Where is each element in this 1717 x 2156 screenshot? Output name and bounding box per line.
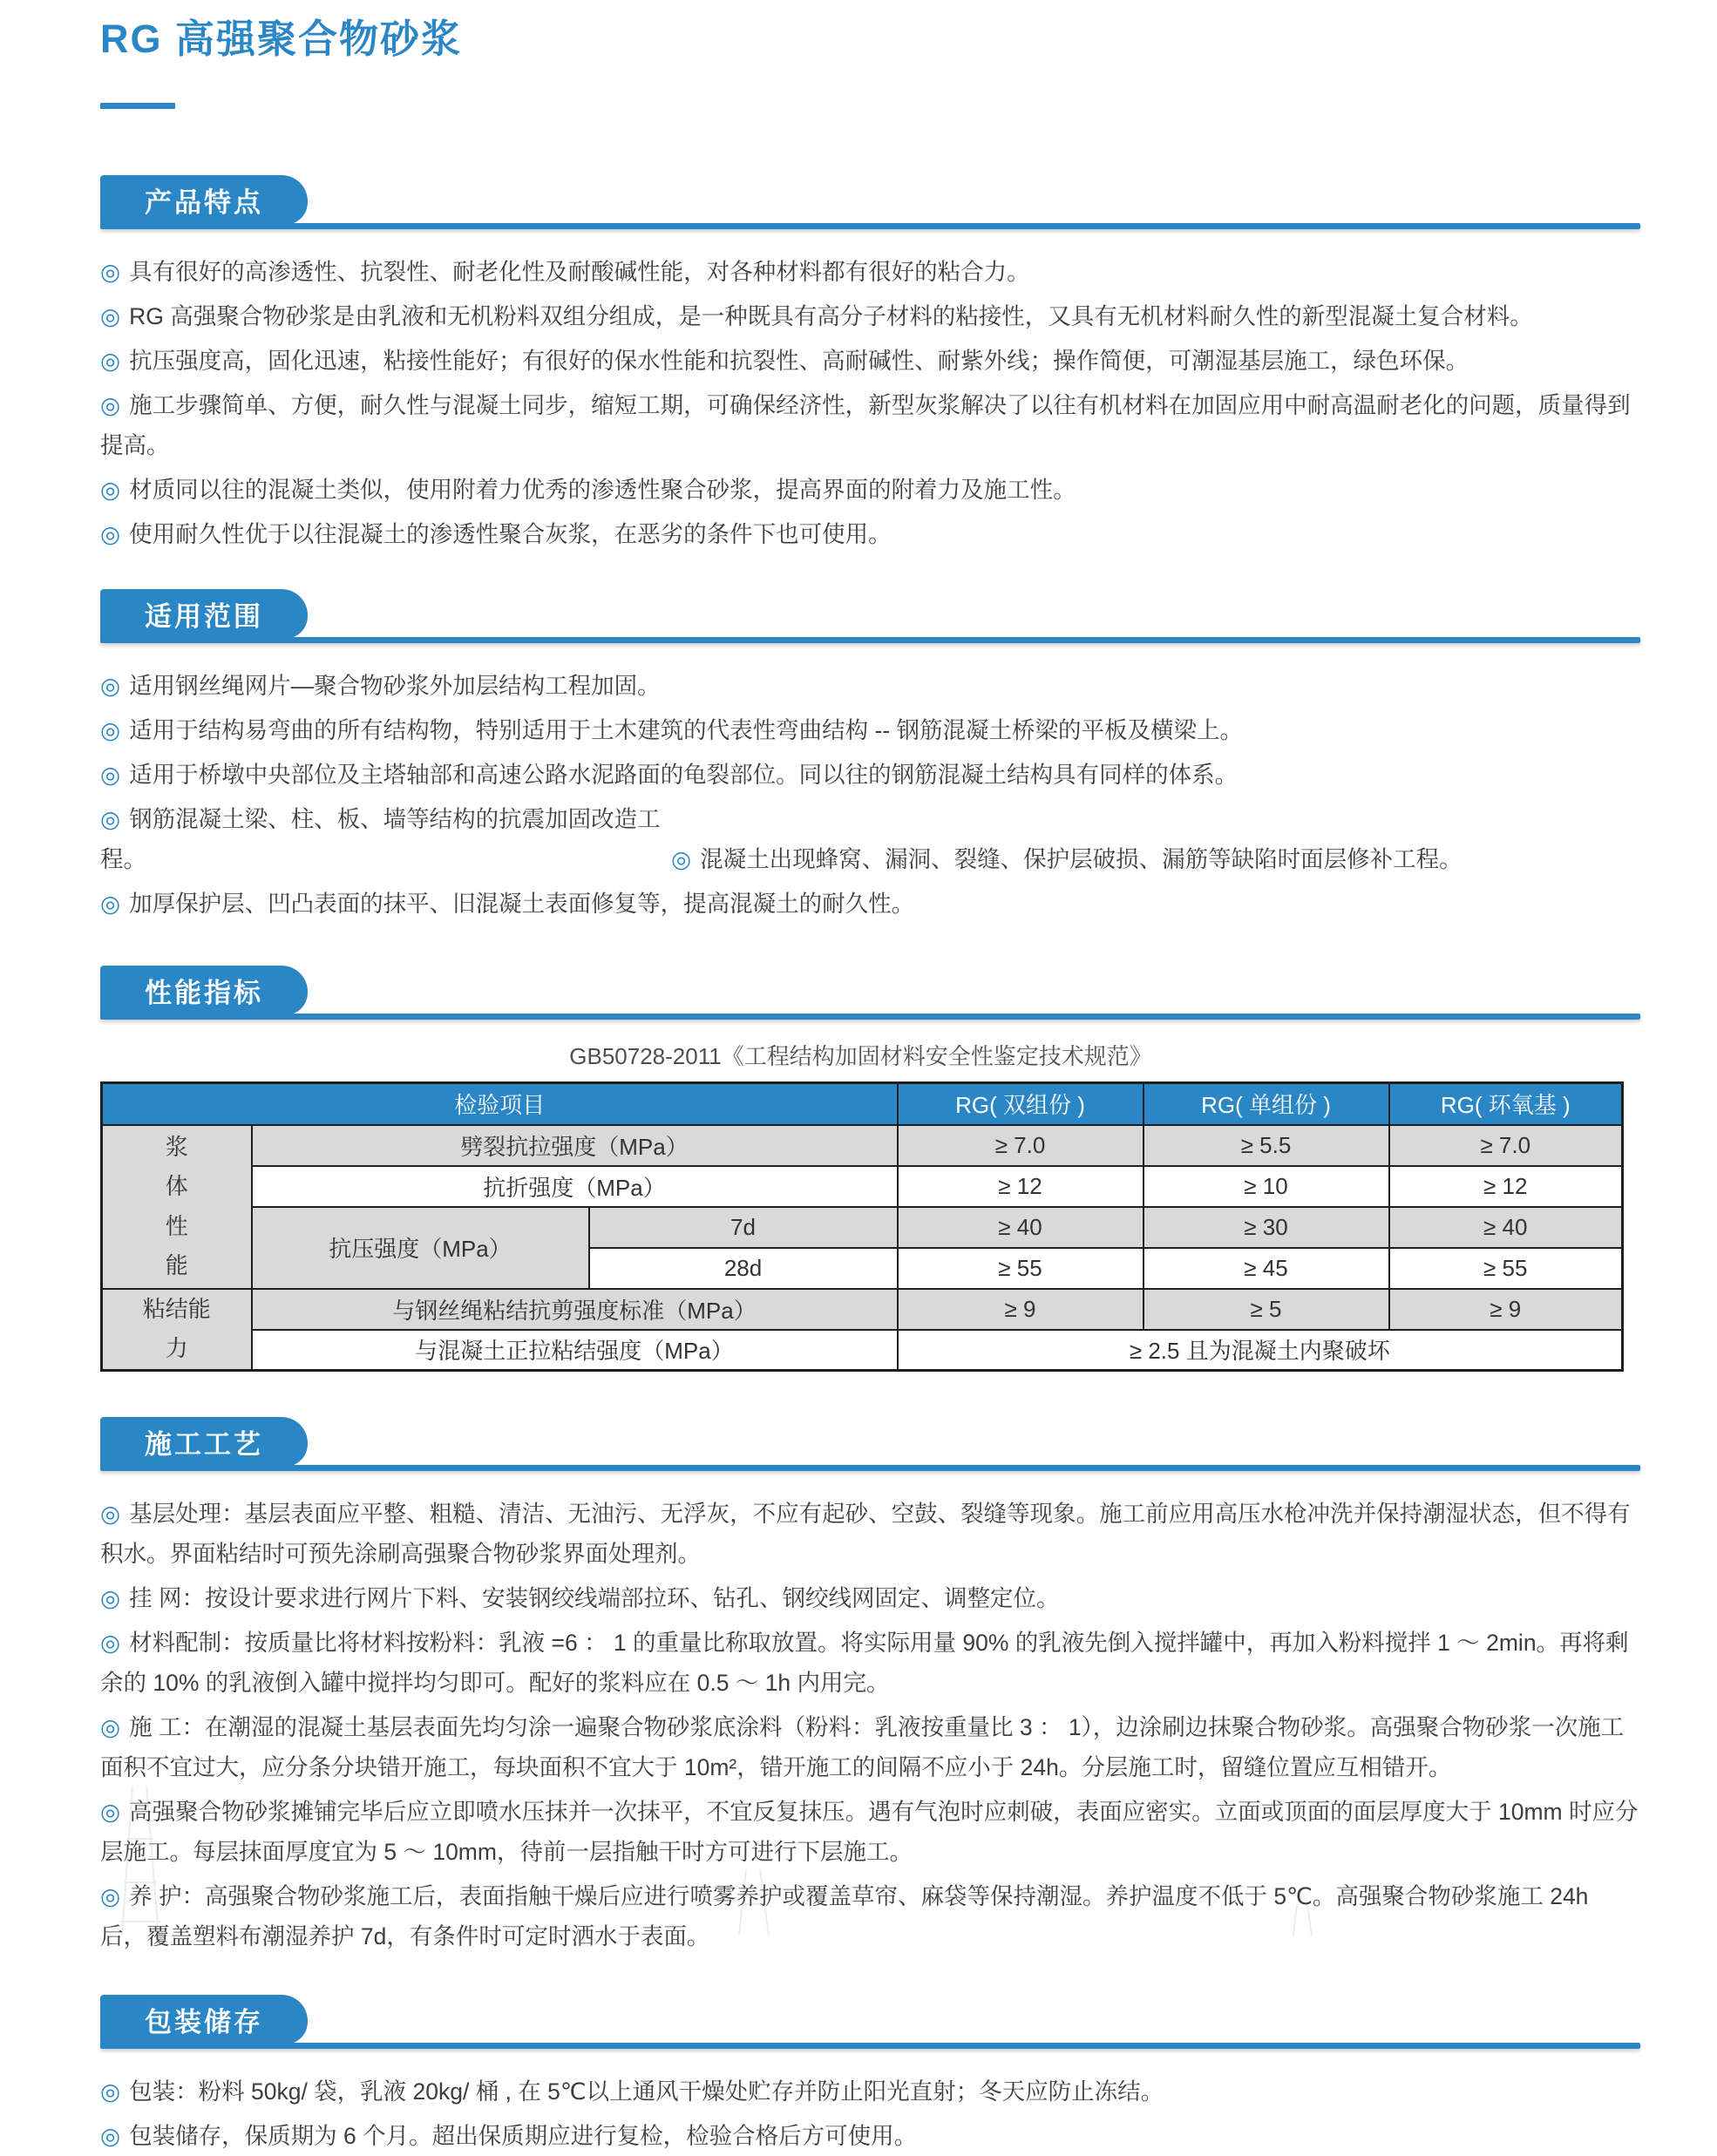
cell-value: ≥ 5.5 bbox=[1144, 1125, 1389, 1166]
table-row bbox=[102, 1125, 1623, 1166]
col-header-rg-epoxy: RG( 环氧基 ) bbox=[1389, 1083, 1623, 1125]
group-cell-slurry bbox=[102, 1125, 252, 1289]
sub-label: 28d bbox=[589, 1248, 898, 1289]
bullet-text: 具有很好的高渗透性、抗裂性、耐老化性及耐酸碱性能，对各种材料都有很好的粘合力。 bbox=[129, 259, 1030, 285]
bullet-icon: ◎ bbox=[100, 1501, 121, 1527]
bullet-icon: ◎ bbox=[671, 846, 692, 872]
cell-value: ≥ 5 bbox=[1144, 1289, 1389, 1330]
cell-value: ≥ 12 bbox=[1389, 1166, 1623, 1207]
bullet-icon: ◎ bbox=[100, 1714, 121, 1740]
cell-value: ≥ 9 bbox=[1389, 1289, 1623, 1330]
bullet-item bbox=[100, 470, 1640, 510]
section-rule bbox=[100, 223, 1640, 229]
bullet-text: 施工步骤简单、方便，耐久性与混凝土同步，缩短工期，可确保经济性，新型灰浆解决了以往有机材料在加固应用中耐高温耐老化的问题，质量得到提高。 bbox=[100, 392, 1631, 458]
group-label: 浆体性能 bbox=[165, 1133, 188, 1278]
bullet-item bbox=[100, 755, 1640, 795]
title-underline-bar bbox=[100, 103, 175, 109]
bullet-text: 使用耐久性优于以往混凝土的渗透性聚合灰浆，在恶劣的条件下也可使用。 bbox=[129, 521, 892, 547]
row-label: 与钢丝绳粘结抗剪强度标准（MPa） bbox=[252, 1289, 898, 1330]
bullet-item bbox=[100, 385, 1640, 465]
col-header-rg-dual: RG( 双组份 ) bbox=[898, 1083, 1144, 1125]
page-title: RG 高强聚合物砂浆 bbox=[100, 17, 463, 61]
bullet-item bbox=[100, 1578, 1640, 1618]
bullet-text: 包装：粉料 50kg/ 袋，乳液 20kg/ 桶 , 在 5℃以上通风干燥处贮存并防止阳光直射；冬天应防止冻结。 bbox=[129, 2078, 1164, 2105]
bullet-pair-right bbox=[671, 846, 1463, 872]
bullet-text: 抗压强度高，固化迅速，粘接性能好；有很好的保水性能和抗裂性、高耐碱性、耐紫外线；操作简便，可潮湿基层施工，绿色环保。 bbox=[129, 348, 1469, 374]
bullet-item bbox=[100, 884, 1640, 924]
col-header-rg-single: RG( 单组份 ) bbox=[1144, 1083, 1389, 1125]
packaging-list bbox=[100, 2071, 1640, 2156]
bullet-icon: ◎ bbox=[100, 2123, 121, 2149]
table-row bbox=[102, 1330, 1623, 1371]
bullet-item bbox=[100, 296, 1640, 336]
bullet-text: 混凝土出现蜂窝、漏洞、裂缝、保护层破损、漏筋等缺陷时面层修补工程。 bbox=[700, 846, 1463, 872]
bullet-item bbox=[100, 710, 1640, 750]
table-caption: GB50728-2011《工程结构加固材料安全性鉴定技术规范》 bbox=[569, 1043, 1152, 1069]
section-rule bbox=[100, 2043, 1640, 2049]
row-label: 抗折强度（MPa） bbox=[252, 1166, 898, 1207]
section-badge: 性能指标 bbox=[100, 966, 308, 1015]
bullet-item bbox=[100, 1876, 1640, 1956]
table-row bbox=[102, 1289, 1623, 1330]
bullet-icon: ◎ bbox=[100, 521, 121, 547]
bullet-icon: ◎ bbox=[100, 891, 121, 917]
cell-value: ≥ 40 bbox=[1389, 1207, 1623, 1248]
bullet-item bbox=[100, 252, 1640, 292]
bullet-item bbox=[100, 514, 1640, 554]
bullet-item bbox=[100, 2071, 1640, 2112]
bullet-icon: ◎ bbox=[100, 1883, 121, 1909]
bullet-text: 适用于结构易弯曲的所有结构物，特别适用于土木建筑的代表性弯曲结构 -- 钢筋混凝土桥梁的平板及横梁上。 bbox=[129, 717, 1243, 743]
bullet-text: 挂 网：按设计要求进行网片下料、安装钢绞线端部拉环、钻孔、钢绞线网固定、调整定位。 bbox=[129, 1585, 1060, 1611]
bullet-text: 适用于桥墩中央部位及主塔轴部和高速公路水泥路面的龟裂部位。同以往的钢筋混凝土结构具有同样的体系。 bbox=[129, 762, 1239, 788]
col-header-item: 检验项目 bbox=[102, 1083, 898, 1125]
bullet-icon: ◎ bbox=[100, 348, 121, 374]
bullet-item bbox=[100, 2116, 1640, 2156]
section-header-packaging bbox=[100, 1993, 1640, 2049]
bullet-text: 钢筋混凝土梁、柱、板、墙等结构的抗震加固改造工程。 bbox=[100, 806, 661, 872]
row-label: 劈裂抗拉强度（MPa） bbox=[252, 1125, 898, 1166]
group-cell-bond bbox=[102, 1289, 252, 1371]
bullet-icon: ◎ bbox=[100, 2078, 121, 2105]
cell-value: ≥ 7.0 bbox=[898, 1125, 1144, 1166]
bullet-text: 材料配制：按质量比将材料按粉料：乳液 =6 ： 1 的重量比称取放置。将实际用量 90% 的乳液先倒入搅拌罐中，再加入粉料搅拌 1 ～ 2min。再将剩余的 10% 的乳液倒入罐中搅拌均匀即可。配好的浆料应在 0.5 ～ 1h 内用完。 bbox=[100, 1630, 1629, 1696]
table-header-row bbox=[102, 1083, 1623, 1125]
bullet-icon: ◎ bbox=[100, 259, 121, 285]
bullet-icon: ◎ bbox=[100, 303, 121, 329]
section-badge: 适用范围 bbox=[100, 589, 308, 639]
bullet-item bbox=[100, 1623, 1640, 1703]
cell-value: ≥ 55 bbox=[1389, 1248, 1623, 1289]
cell-value: ≥ 40 bbox=[898, 1207, 1144, 1248]
section-rule bbox=[100, 1014, 1640, 1020]
cell-value: ≥ 55 bbox=[898, 1248, 1144, 1289]
bullet-icon: ◎ bbox=[100, 673, 121, 699]
bullet-icon: ◎ bbox=[100, 1799, 121, 1825]
cell-value-merged: ≥ 2.5 且为混凝土内聚破坏 bbox=[898, 1330, 1623, 1371]
bullet-text: 材质同以往的混凝土类似，使用附着力优秀的渗透性聚合砂浆，提高界面的附着力及施工性。 bbox=[129, 477, 1076, 503]
bullet-text: 养 护：高强聚合物砂浆施工后，表面指触干燥后应进行喷雾养护或覆盖草帘、麻袋等保持潮湿。养护温度不低于 5℃。高强聚合物砂浆施工 24h 后，覆盖塑料布潮湿养护 7d，有条件时可定时洒水于表面。 bbox=[100, 1883, 1589, 1949]
table-row bbox=[102, 1207, 1623, 1248]
section-rule bbox=[100, 1465, 1640, 1471]
table-row bbox=[102, 1166, 1623, 1207]
bullet-text: RG 高强聚合物砂浆是由乳液和无机粉料双组分组成，是一种既具有高分子材料的粘接性，又具有无机材料耐久性的新型混凝土复合材料。 bbox=[129, 303, 1533, 329]
features-list bbox=[100, 252, 1640, 554]
bullet-item bbox=[100, 341, 1640, 381]
cell-value: ≥ 30 bbox=[1144, 1207, 1389, 1248]
group-label: 粘结能力 bbox=[142, 1295, 211, 1362]
bullet-text: 包装储存，保质期为 6 个月。超出保质期应进行复检，检验合格后方可使用。 bbox=[129, 2123, 918, 2149]
bullet-text: 高强聚合物砂浆摊铺完毕后应立即喷水压抹并一次抹平，不宜反复抹压。遇有气泡时应刺破，表面应密实。立面或顶面的面层厚度大于 10mm 时应分层施工。每层抹面厚度宜为 5 ～ 10mm，待前一层指触干时方可进行下层施工。 bbox=[100, 1799, 1639, 1865]
section-header-scope bbox=[100, 587, 1640, 643]
bullet-icon: ◎ bbox=[100, 1630, 121, 1656]
bullet-item bbox=[100, 1494, 1640, 1574]
row-label-compressive: 抗压强度（MPa） bbox=[252, 1207, 589, 1289]
cell-value: ≥ 45 bbox=[1144, 1248, 1389, 1289]
bullet-item bbox=[100, 1707, 1640, 1787]
bullet-icon: ◎ bbox=[100, 477, 121, 503]
bullet-text: 适用钢丝绳网片—聚合物砂浆外加层结构工程加固。 bbox=[129, 673, 661, 699]
cell-value: ≥ 12 bbox=[898, 1166, 1144, 1207]
performance-table bbox=[100, 1081, 1624, 1372]
bullet-icon: ◎ bbox=[100, 717, 121, 743]
bullet-item bbox=[100, 666, 1640, 706]
row-label: 与混凝土正拉粘结强度（MPa） bbox=[252, 1330, 898, 1371]
bullet-item-pair bbox=[100, 799, 1640, 879]
section-badge: 施工工艺 bbox=[100, 1417, 308, 1467]
bullet-icon: ◎ bbox=[100, 392, 121, 418]
scope-list bbox=[100, 666, 1640, 924]
section-badge: 包装储存 bbox=[100, 1995, 308, 2044]
cell-value: ≥ 10 bbox=[1144, 1166, 1389, 1207]
sub-label: 7d bbox=[589, 1207, 898, 1248]
bullet-pair-left bbox=[100, 799, 671, 879]
section-badge: 产品特点 bbox=[100, 175, 308, 225]
bullet-icon: ◎ bbox=[100, 1585, 121, 1611]
section-header-process bbox=[100, 1415, 1640, 1471]
process-list bbox=[100, 1494, 1640, 1956]
bullet-item bbox=[100, 1792, 1640, 1872]
cell-value: ≥ 7.0 bbox=[1389, 1125, 1623, 1166]
section-header-features bbox=[100, 173, 1640, 229]
bullet-icon: ◎ bbox=[100, 806, 121, 832]
bullet-text: 基层处理：基层表面应平整、粗糙、清洁、无油污、无浮灰，不应有起砂、空鼓、裂缝等现象。施工前应用高压水枪冲洗并保持潮湿状态，但不得有积水。界面粘结时可预先涂刷高强聚合物砂浆界面处理剂。 bbox=[100, 1501, 1631, 1567]
section-rule bbox=[100, 637, 1640, 643]
bullet-text: 施 工：在潮湿的混凝土基层表面先均匀涂一遍聚合物砂浆底涂料（粉料：乳液按重量比 3 ： 1），边涂刷边抹聚合物砂浆。高强聚合物砂浆一次施工面积不宜过大，应分条分块错开施工，每块面积不宜大于 10m²，错开施工的间隔不应小于 24h。分层施工时，留缝位置应互相错开。 bbox=[100, 1714, 1625, 1780]
bullet-text: 加厚保护层、凹凸表面的抹平、旧混凝土表面修复等，提高混凝土的耐久性。 bbox=[129, 891, 915, 917]
cell-value: ≥ 9 bbox=[898, 1289, 1144, 1330]
section-header-performance bbox=[100, 964, 1640, 1020]
bullet-icon: ◎ bbox=[100, 762, 121, 788]
